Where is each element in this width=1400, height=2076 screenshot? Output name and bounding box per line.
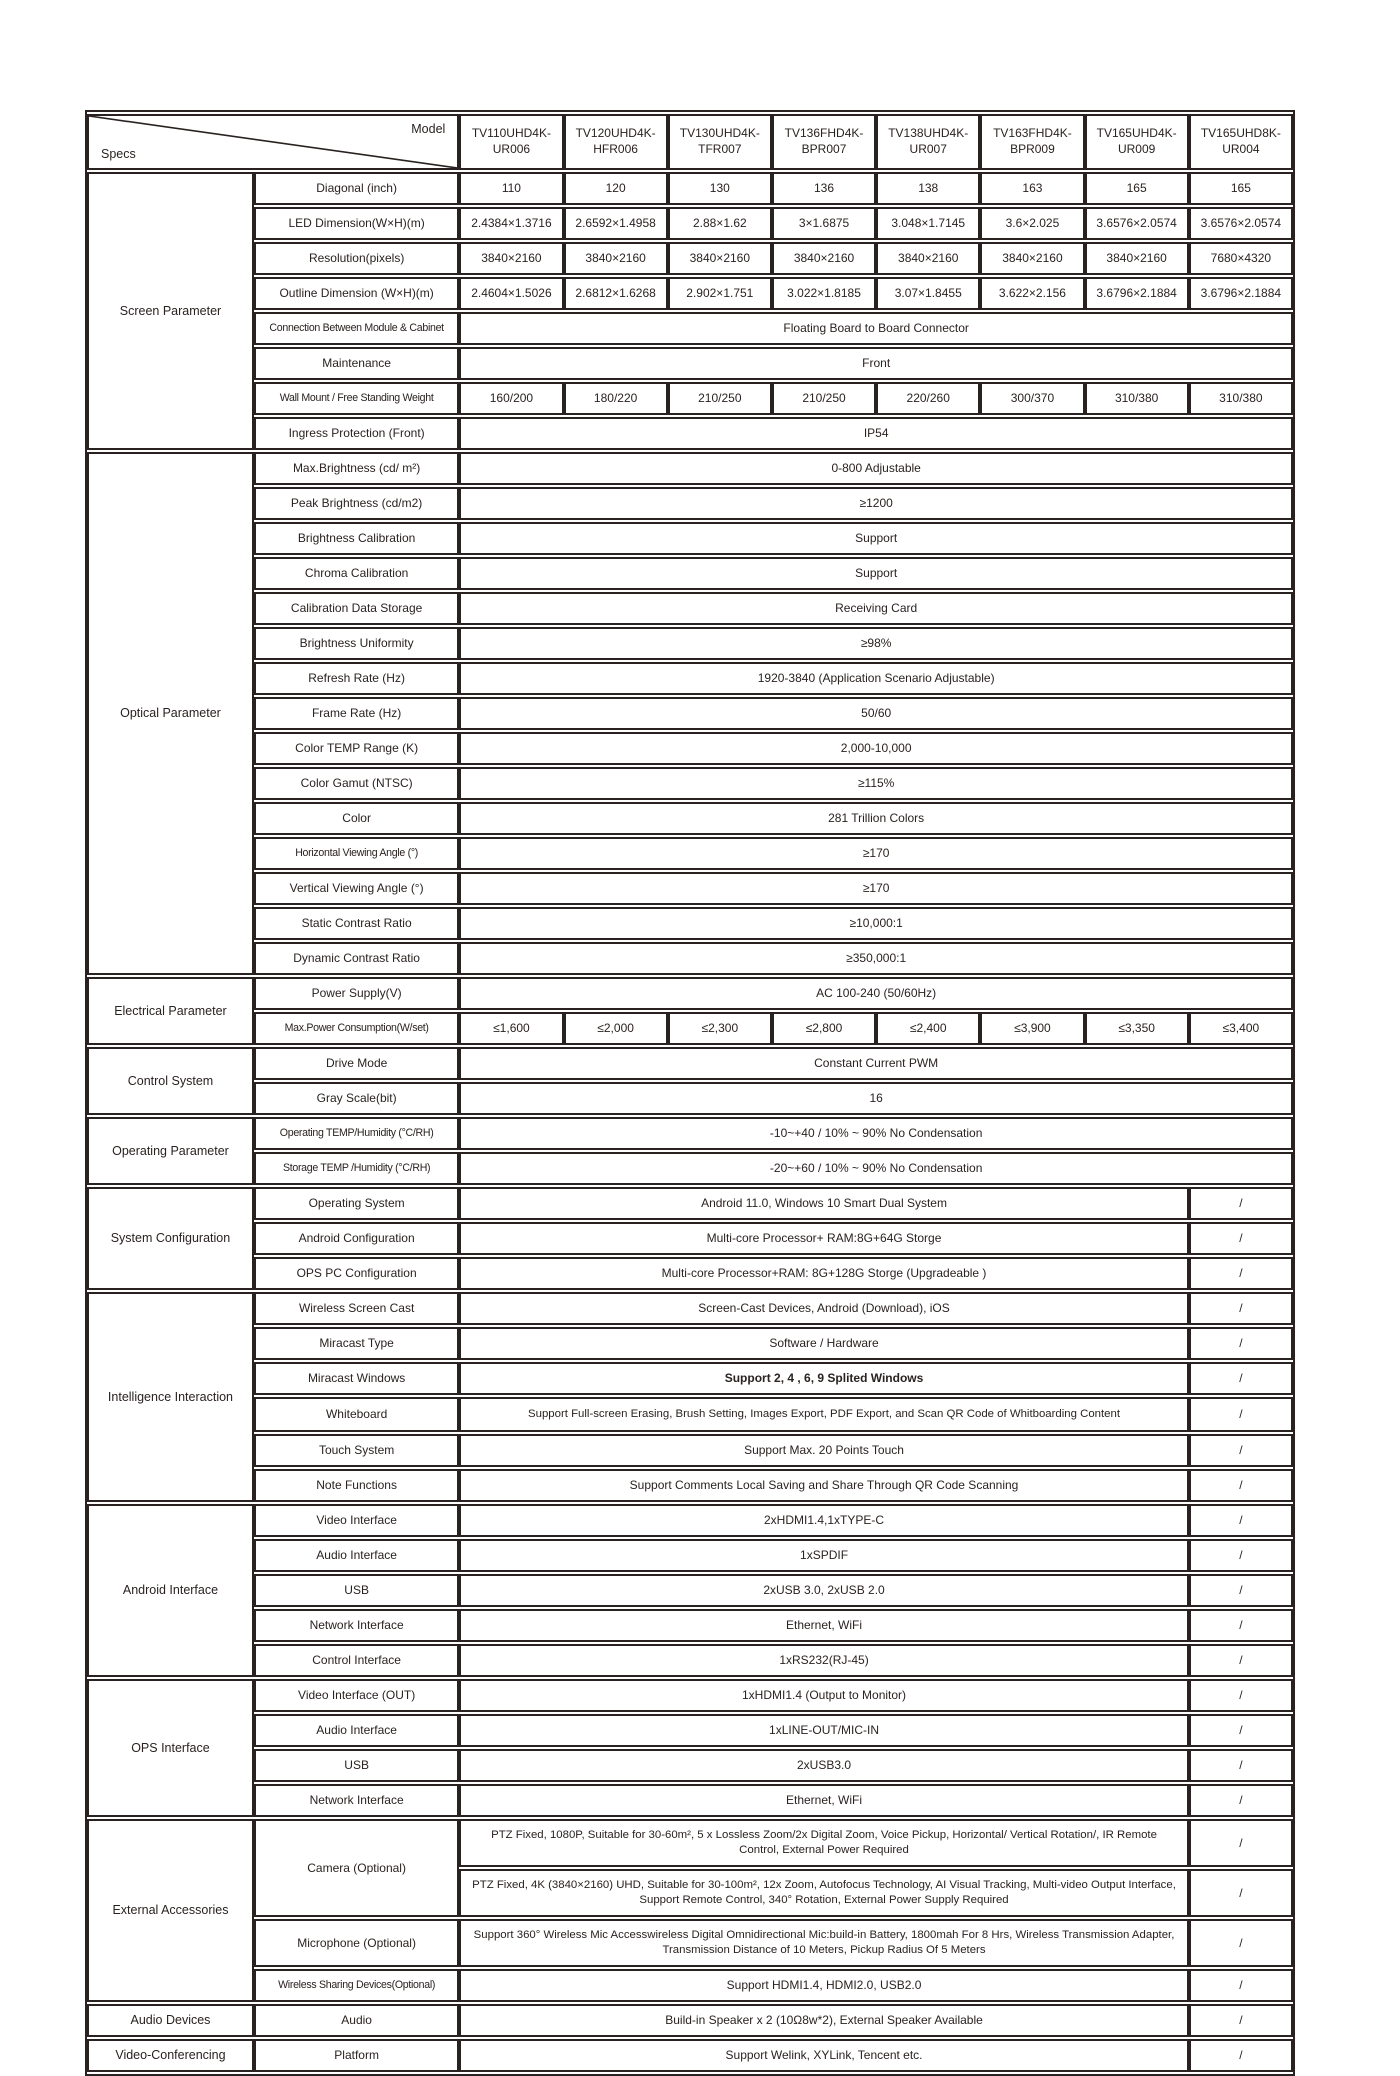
value-cell: ≤2,000 [564,1012,668,1045]
value-cell: ≤3,900 [980,1012,1084,1045]
spec-label-cell: Operating TEMP/Humidity (°C/RH) [254,1117,459,1150]
value-cell: 130 [668,172,772,205]
value-cell: Support Full-screen Erasing, Brush Setting, Images Export, PDF Export, and Scan QR Code of Whitboarding Content [459,1397,1188,1432]
table-row [87,452,1293,485]
value-cell: 3.048×1.7145 [876,207,980,240]
value-cell: 3840×2160 [564,242,668,275]
value-cell: 3.6×2.025 [980,207,1084,240]
spec-label-cell: Network Interface [254,1784,459,1817]
model-header-cell: TV130UHD4K-TFR007 [668,114,772,170]
spec-label-cell: Audio Interface [254,1714,459,1747]
value-cell: Support 2, 4 , 6, 9 Splited Windows [459,1362,1188,1395]
value-cell: 210/250 [668,382,772,415]
table-row [87,662,1293,695]
spec-label-cell: Video Interface [254,1504,459,1537]
table-row [87,697,1293,730]
table-row [87,2004,1293,2037]
table-row [87,1047,1293,1080]
spec-label-cell: Outline Dimension (W×H)(m) [254,277,459,310]
table-row [87,1327,1293,1360]
spec-label-cell: Frame Rate (Hz) [254,697,459,730]
category-cell: Android Interface [87,1504,254,1677]
value-cell: AC 100-240 (50/60Hz) [459,977,1293,1010]
value-cell: 1xHDMI1.4 (Output to Monitor) [459,1679,1188,1712]
not-applicable-cell: / [1189,1397,1293,1432]
value-cell: 2xUSB3.0 [459,1749,1188,1782]
table-row [87,592,1293,625]
spec-label-cell: Connection Between Module & Cabinet [254,312,459,345]
model-header-cell: TV165UHD4K-UR009 [1085,114,1189,170]
table-row [87,732,1293,765]
table-row [87,2039,1293,2072]
table-row [87,1434,1293,1467]
value-cell: ≥170 [459,872,1293,905]
table-row [87,977,1293,1010]
value-cell: 2.902×1.751 [668,277,772,310]
specs-header-label: Specs [101,147,136,161]
value-cell: PTZ Fixed, 4K (3840×2160) UHD, Suitable for 30-100m², 12x Zoom, Autofocus Technology, AI Visual Tracking, Multi-video Output Interface, Support Remote Control, 340° Rotation, External Power Supply Required [459,1869,1188,1917]
table-row [87,1187,1293,1220]
value-cell: Support Welink, XYLink, Tencent etc. [459,2039,1188,2072]
value-cell: ≥10,000:1 [459,907,1293,940]
not-applicable-cell: / [1189,1539,1293,1572]
table-row [87,1362,1293,1395]
not-applicable-cell: / [1189,1187,1293,1220]
value-cell: ≥170 [459,837,1293,870]
spec-label-cell: Audio Interface [254,1539,459,1572]
not-applicable-cell: / [1189,1784,1293,1817]
value-cell: 3.6796×2.1884 [1189,277,1293,310]
spec-label-cell: Audio [254,2004,459,2037]
value-cell: Support [459,557,1293,590]
category-cell: System Configuration [87,1187,254,1290]
spec-label-cell: Max.Brightness (cd/ m²) [254,452,459,485]
value-cell: Floating Board to Board Connector [459,312,1293,345]
table-row [87,1469,1293,1502]
value-cell: ≤1,600 [459,1012,563,1045]
table-row [87,1679,1293,1712]
table-row [87,907,1293,940]
spec-label-cell: Static Contrast Ratio [254,907,459,940]
value-cell: Ethernet, WiFi [459,1609,1188,1642]
table-row [87,1397,1293,1432]
model-specs-header-cell [87,114,459,170]
spec-label-cell: Diagonal (inch) [254,172,459,205]
spec-label-cell: Color Gamut (NTSC) [254,767,459,800]
model-header-cell: TV163FHD4K-BPR009 [980,114,1084,170]
value-cell: 0-800 Adjustable [459,452,1293,485]
spec-label-cell: Ingress Protection (Front) [254,417,459,450]
value-cell: 2.88×1.62 [668,207,772,240]
value-cell: 180/220 [564,382,668,415]
spec-label-cell: Max.Power Consumption(W/set) [254,1012,459,1045]
table-row [87,207,1293,240]
spec-label-cell: Miracast Type [254,1327,459,1360]
value-cell: 50/60 [459,697,1293,730]
value-cell: 3840×2160 [1085,242,1189,275]
value-cell: 3840×2160 [668,242,772,275]
value-cell: ≥115% [459,767,1293,800]
not-applicable-cell: / [1189,1714,1293,1747]
value-cell: 2,000-10,000 [459,732,1293,765]
value-cell: 2xHDMI1.4,1xTYPE-C [459,1504,1188,1537]
value-cell: 2.6592×1.4958 [564,207,668,240]
table-row [87,1784,1293,1817]
value-cell: Support Max. 20 Points Touch [459,1434,1188,1467]
value-cell: 2.4604×1.5026 [459,277,563,310]
value-cell: Software / Hardware [459,1327,1188,1360]
not-applicable-cell: / [1189,2039,1293,2072]
spec-label-cell: Camera (Optional) [254,1819,459,1917]
table-row [87,1152,1293,1185]
table-row [87,417,1293,450]
table-row [87,1969,1293,2002]
table-row [87,1012,1293,1045]
table-row [87,1539,1293,1572]
value-cell: ≥98% [459,627,1293,660]
value-cell: 1xRS232(RJ-45) [459,1644,1188,1677]
category-cell: Optical Parameter [87,452,254,975]
value-cell: 310/380 [1189,382,1293,415]
value-cell: ≤3,400 [1189,1012,1293,1045]
value-cell: Multi-core Processor+RAM: 8G+128G Storge (Upgradeable ) [459,1257,1188,1290]
value-cell: 165 [1085,172,1189,205]
value-cell: 3.6576×2.0574 [1085,207,1189,240]
value-cell: Support Comments Local Saving and Share Through QR Code Scanning [459,1469,1188,1502]
spec-label-cell: Color TEMP Range (K) [254,732,459,765]
table-row [87,1714,1293,1747]
table-row [87,1819,1293,1867]
model-header-cell: TV110UHD4K-UR006 [459,114,563,170]
not-applicable-cell: / [1189,1222,1293,1255]
table-row [87,627,1293,660]
value-cell: IP54 [459,417,1293,450]
spec-label-cell: OPS PC Configuration [254,1257,459,1290]
value-cell: ≥350,000:1 [459,942,1293,975]
value-cell: Android 11.0, Windows 10 Smart Dual System [459,1187,1188,1220]
not-applicable-cell: / [1189,1574,1293,1607]
value-cell: 138 [876,172,980,205]
table-row [87,312,1293,345]
table-row [87,1292,1293,1325]
model-header-cell: TV136FHD4K-BPR007 [772,114,876,170]
value-cell: Support [459,522,1293,555]
value-cell: 220/260 [876,382,980,415]
table-row [87,1919,1293,1967]
table-row [87,802,1293,835]
value-cell: 2.4384×1.3716 [459,207,563,240]
value-cell: 3.022×1.8185 [772,277,876,310]
value-cell: 3840×2160 [980,242,1084,275]
table-row [87,1117,1293,1150]
category-cell: Electrical Parameter [87,977,254,1045]
spec-label-cell: USB [254,1574,459,1607]
not-applicable-cell: / [1189,1609,1293,1642]
spec-label-cell: Android Configuration [254,1222,459,1255]
table-row [87,1257,1293,1290]
spec-label-cell: Control Interface [254,1644,459,1677]
not-applicable-cell: / [1189,1469,1293,1502]
spec-label-cell: Video Interface (OUT) [254,1679,459,1712]
value-cell: 300/370 [980,382,1084,415]
value-cell: 3840×2160 [459,242,563,275]
value-cell: ≤2,300 [668,1012,772,1045]
category-cell: OPS Interface [87,1679,254,1817]
category-cell: Control System [87,1047,254,1115]
spec-table-body [87,114,1293,2072]
category-cell: Audio Devices [87,2004,254,2037]
spec-label-cell: Maintenance [254,347,459,380]
spec-label-cell: Drive Mode [254,1047,459,1080]
spec-label-cell: Calibration Data Storage [254,592,459,625]
spec-label-cell: Peak Brightness (cd/m2) [254,487,459,520]
spec-label-cell: Note Functions [254,1469,459,1502]
value-cell: 3.6576×2.0574 [1189,207,1293,240]
table-row [87,172,1293,205]
not-applicable-cell: / [1189,1919,1293,1967]
table-row [87,1574,1293,1607]
value-cell: 3840×2160 [876,242,980,275]
table-row [87,1609,1293,1642]
spec-label-cell: Platform [254,2039,459,2072]
spec-label-cell: USB [254,1749,459,1782]
not-applicable-cell: / [1189,1819,1293,1867]
value-cell: 3×1.6875 [772,207,876,240]
value-cell: Ethernet, WiFi [459,1784,1188,1817]
table-row [87,347,1293,380]
spec-label-cell: Color [254,802,459,835]
value-cell: ≤2,400 [876,1012,980,1045]
spec-label-cell: Refresh Rate (Hz) [254,662,459,695]
table-row [87,1644,1293,1677]
spec-label-cell: Storage TEMP /Humidity (°C/RH) [254,1152,459,1185]
spec-label-cell: Whiteboard [254,1397,459,1432]
not-applicable-cell: / [1189,1679,1293,1712]
value-cell: 2.6812×1.6268 [564,277,668,310]
table-row [87,1749,1293,1782]
table-row [87,1082,1293,1115]
table-row [87,1504,1293,1537]
value-cell: 160/200 [459,382,563,415]
spec-label-cell: Chroma Calibration [254,557,459,590]
spec-label-cell: Gray Scale(bit) [254,1082,459,1115]
value-cell: 165 [1189,172,1293,205]
not-applicable-cell: / [1189,1292,1293,1325]
diagonal-divider-line [89,116,457,168]
value-cell: Receiving Card [459,592,1293,625]
table-row [87,382,1293,415]
value-cell: 136 [772,172,876,205]
value-cell: PTZ Fixed, 1080P, Suitable for 30-60m², 5 x Lossless Zoom/2x Digital Zoom, Voice Pickup, Horizontal/ Vertical Rotation/, IR Remote Control, External Power Required [459,1819,1188,1867]
category-cell: Video-Conferencing [87,2039,254,2072]
not-applicable-cell: / [1189,1327,1293,1360]
value-cell: 1xSPDIF [459,1539,1188,1572]
value-cell: 110 [459,172,563,205]
value-cell: Screen-Cast Devices, Android (Download), iOS [459,1292,1188,1325]
spec-label-cell: Dynamic Contrast Ratio [254,942,459,975]
category-cell: Screen Parameter [87,172,254,450]
table-row [87,1222,1293,1255]
value-cell: Support HDMI1.4, HDMI2.0, USB2.0 [459,1969,1188,2002]
spec-sheet [85,110,1295,2076]
value-cell: 7680×4320 [1189,242,1293,275]
value-cell: 310/380 [1085,382,1189,415]
category-cell: Intelligence Interaction [87,1292,254,1502]
category-cell: Operating Parameter [87,1117,254,1185]
spec-label-cell: LED Dimension(W×H)(m) [254,207,459,240]
spec-label-cell: Network Interface [254,1609,459,1642]
model-header-cell: TV165UHD8K-UR004 [1189,114,1293,170]
table-row [87,557,1293,590]
table-row [87,277,1293,310]
value-cell: -10~+40 / 10% ~ 90% No Condensation [459,1117,1293,1150]
spec-label-cell: Miracast Windows [254,1362,459,1395]
model-header-cell: TV120UHD4K-HFR006 [564,114,668,170]
spec-label-cell: Microphone (Optional) [254,1919,459,1967]
value-cell: 281 Trillion Colors [459,802,1293,835]
value-cell: 2xUSB 3.0, 2xUSB 2.0 [459,1574,1188,1607]
spec-label-cell: Power Supply(V) [254,977,459,1010]
value-cell: 163 [980,172,1084,205]
table-row [87,837,1293,870]
spec-label-cell: Wall Mount / Free Standing Weight [254,382,459,415]
table-row [87,522,1293,555]
not-applicable-cell: / [1189,1969,1293,2002]
value-cell: 1920-3840 (Application Scenario Adjustable) [459,662,1293,695]
value-cell: Front [459,347,1293,380]
spec-label-cell: Horizontal Viewing Angle (°) [254,837,459,870]
spec-label-cell: Vertical Viewing Angle (°) [254,872,459,905]
spec-label-cell: Brightness Calibration [254,522,459,555]
value-cell: ≤3,350 [1085,1012,1189,1045]
spec-label-cell: Resolution(pixels) [254,242,459,275]
spec-table [85,110,1295,2076]
not-applicable-cell: / [1189,1257,1293,1290]
not-applicable-cell: / [1189,1434,1293,1467]
value-cell: Multi-core Processor+ RAM:8G+64G Storge [459,1222,1188,1255]
spec-label-cell: Touch System [254,1434,459,1467]
spec-label-cell: Operating System [254,1187,459,1220]
category-cell: External Accessories [87,1819,254,2002]
not-applicable-cell: / [1189,2004,1293,2037]
value-cell: ≤2,800 [772,1012,876,1045]
not-applicable-cell: / [1189,1362,1293,1395]
spec-label-cell: Wireless Sharing Devices(Optional) [254,1969,459,2002]
table-row [87,767,1293,800]
not-applicable-cell: / [1189,1869,1293,1917]
spec-label-cell: Brightness Uniformity [254,627,459,660]
value-cell: 1xLINE-OUT/MIC-IN [459,1714,1188,1747]
not-applicable-cell: / [1189,1504,1293,1537]
value-cell: ≥1200 [459,487,1293,520]
value-cell: 3.622×2.156 [980,277,1084,310]
not-applicable-cell: / [1189,1749,1293,1782]
model-header-label: Model [411,122,446,136]
value-cell: Support 360° Wireless Mic Accesswireless Digital Omnidirectional Mic:build-in Battery, 1800mah For 8 Hrs, Wireless Transmission Adapter, Transmission Distance of 10 Meters, Pickup Radius Of 5 Meters [459,1919,1188,1967]
value-cell: Build-in Speaker x 2 (10Ω8w*2), External Speaker Available [459,2004,1188,2037]
value-cell: 3.6796×2.1884 [1085,277,1189,310]
header-row [87,114,1293,170]
value-cell: 120 [564,172,668,205]
value-cell: 210/250 [772,382,876,415]
value-cell: 3840×2160 [772,242,876,275]
spec-label-cell: Wireless Screen Cast [254,1292,459,1325]
table-row [87,942,1293,975]
table-row [87,242,1293,275]
table-row [87,872,1293,905]
model-header-cell: TV138UHD4K-UR007 [876,114,980,170]
value-cell: Constant Current PWM [459,1047,1293,1080]
value-cell: 3.07×1.8455 [876,277,980,310]
value-cell: -20~+60 / 10% ~ 90% No Condensation [459,1152,1293,1185]
value-cell: 16 [459,1082,1293,1115]
not-applicable-cell: / [1189,1644,1293,1677]
table-row [87,487,1293,520]
